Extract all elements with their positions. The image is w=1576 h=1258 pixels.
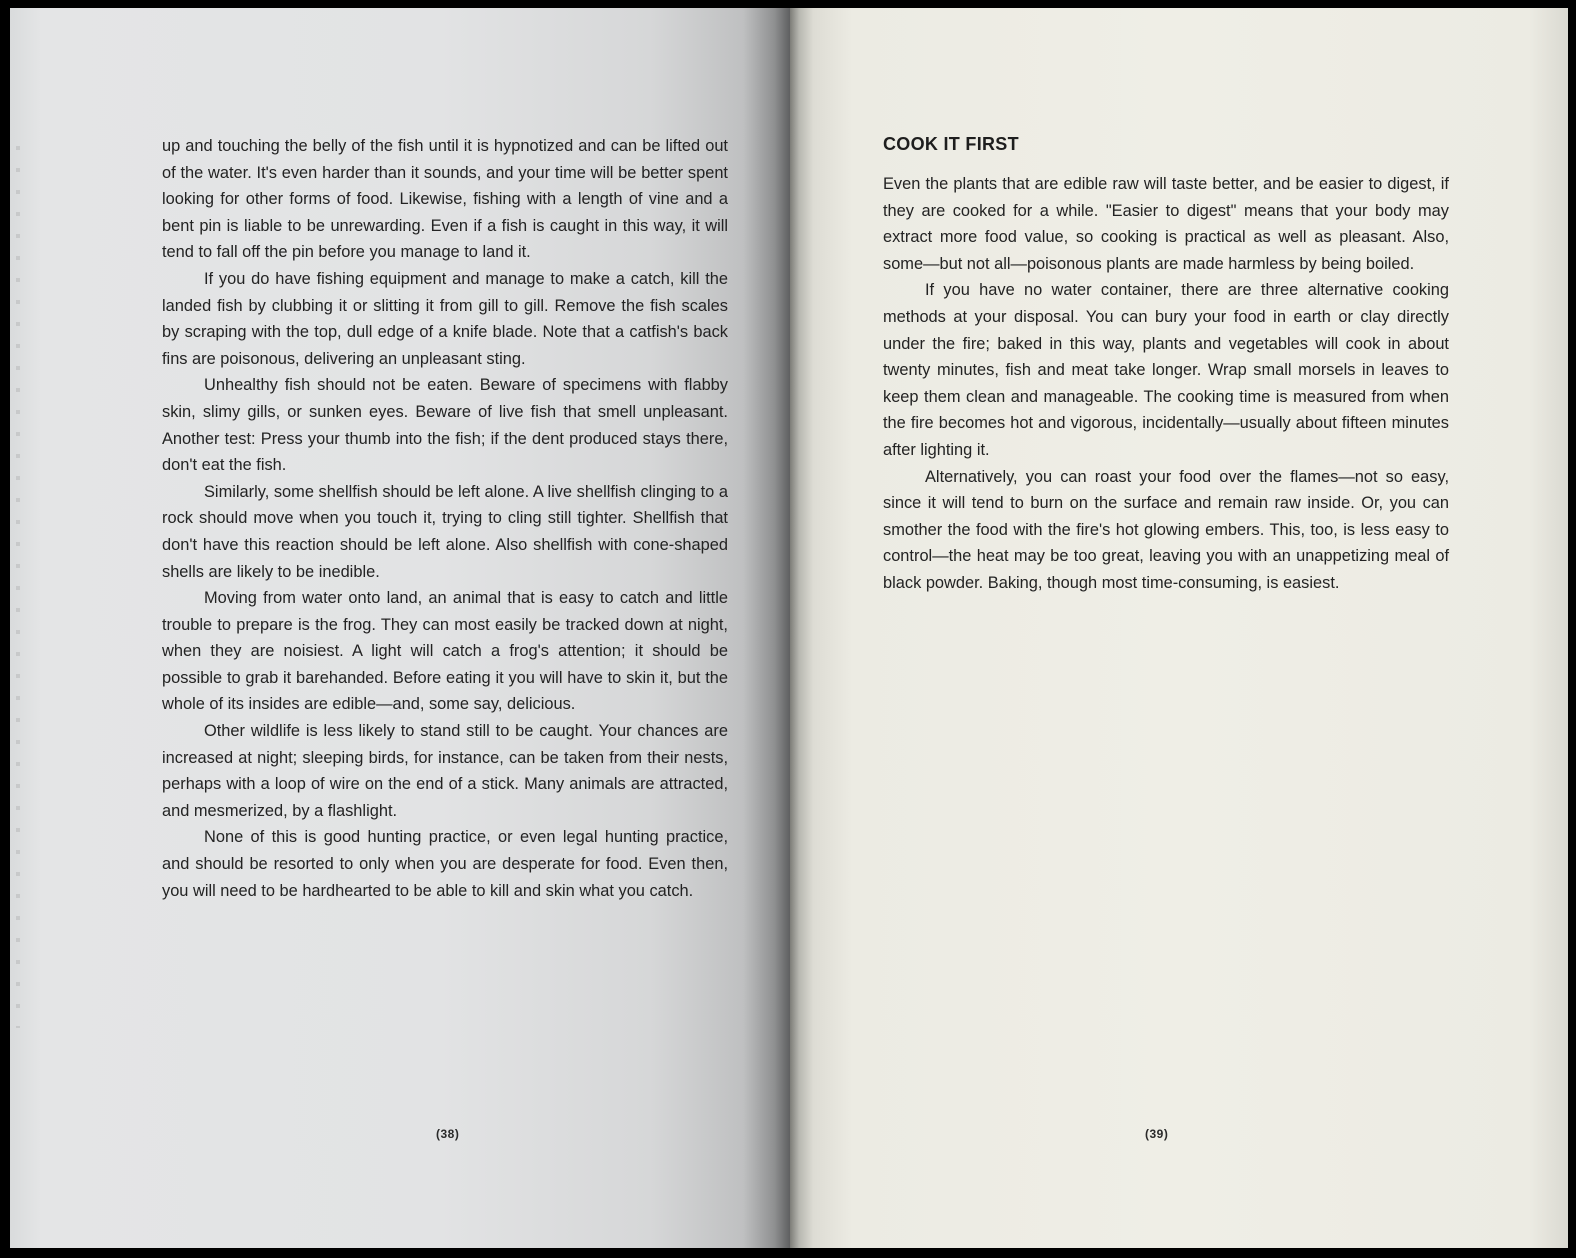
right-page-body [883, 171, 1449, 597]
right-page [790, 8, 1568, 1248]
left-page [10, 8, 790, 1248]
paragraph: Even the plants that are edible raw will taste better, and be easier to digest, if they are cooked for a while. "Easier to digest" means that your body may extract more food value, so cooking is practical as well as pleasant. Also, some—but not all—poisonous plants are made harmless by being boiled. [883, 175, 1449, 273]
page-number: (39) [1145, 1127, 1169, 1141]
paragraph: up and touching the belly of the fish until it is hypnotized and can be lifted out of the water. It's even harder than it sounds, and your time will be better spent looking for other forms of food. Likewise, fishing with a length of vine and a bent pin is liable to be unrewarding. Even if a fish is caught in this way, it will tend to fall off the pin before you manage to land it. [162, 137, 728, 262]
paragraph: Similarly, some shellfish should be left alone. A live shellfish clinging to a rock should move when you touch it, trying to cling still tighter. Shellfish that don't have this reaction should be left alone. Also shellfish with cone-shaped shells are likely to be inedible. [162, 482, 728, 581]
paragraph: Other wildlife is less likely to stand still to be caught. Your chances are increased at night; sleeping birds, for instance, can be taken from their nests, perhaps with a loop of wire on the end of a stick. Many animals are attracted, and mesmerized, by a flashlight. [162, 722, 728, 820]
left-page-body [162, 133, 728, 904]
section-heading: COOK IT FIRST [883, 134, 1019, 154]
paragraph: Unhealthy fish should not be eaten. Beware of specimens with flabby skin, slimy gills, or sunken eyes. Beware of live fish that smell unpleasant. Another test: Press your thumb into the fish; if the dent produced stays there, don't eat the fish. [162, 376, 728, 475]
book-spread [10, 8, 1568, 1248]
paragraph: If you do have fishing equipment and manage to make a catch, kill the landed fish by clubbing it or slitting it from gill to gill. Remove the fish scales by scraping with the top, dull edge of a knife blade. Note that a catfish's back fins are poisonous, delivering an unpleasant sting. [162, 269, 728, 368]
page-number: (38) [436, 1127, 460, 1141]
paragraph: Alternatively, you can roast your food over the flames—not so easy, since it will tend to burn on the surface and remain raw inside. Or, you can smother the food with the fire's hot glowing embers. This, too, is less easy to control—the heat may be too great, leaving you with an unappetizing meal of black powder. Baking, though most time-consuming, is easiest. [883, 467, 1449, 592]
paragraph: None of this is good hunting practice, or even legal hunting practice, and should be resorted to only when you are desperate for food. Even then, you will need to be hardhearted to be able to kill and skin what you catch. [162, 828, 728, 900]
paragraph: Moving from water onto land, an animal that is easy to catch and little trouble to prepare is the frog. They can most easily be tracked down at night, when they are noisiest. A light will catch a frog's attention; it should be possible to grab it barehanded. Before eating it you will have to skin it, but the whole of its insides are edible—and, some say, delicious. [162, 589, 728, 714]
page-edge-marks [16, 128, 20, 1028]
paragraph: If you have no water container, there are three alternative cooking methods at your disposal. You can bury your food in earth or clay directly under the fire; baked in this way, plants and vegetables will cook in about twenty minutes, fish and meat take longer. Wrap small morsels in leaves to keep them clean and manageable. The cooking time is measured from when the fire becomes hot and vigorous, incidentally—usually about fifteen minutes after lighting it. [883, 281, 1449, 459]
